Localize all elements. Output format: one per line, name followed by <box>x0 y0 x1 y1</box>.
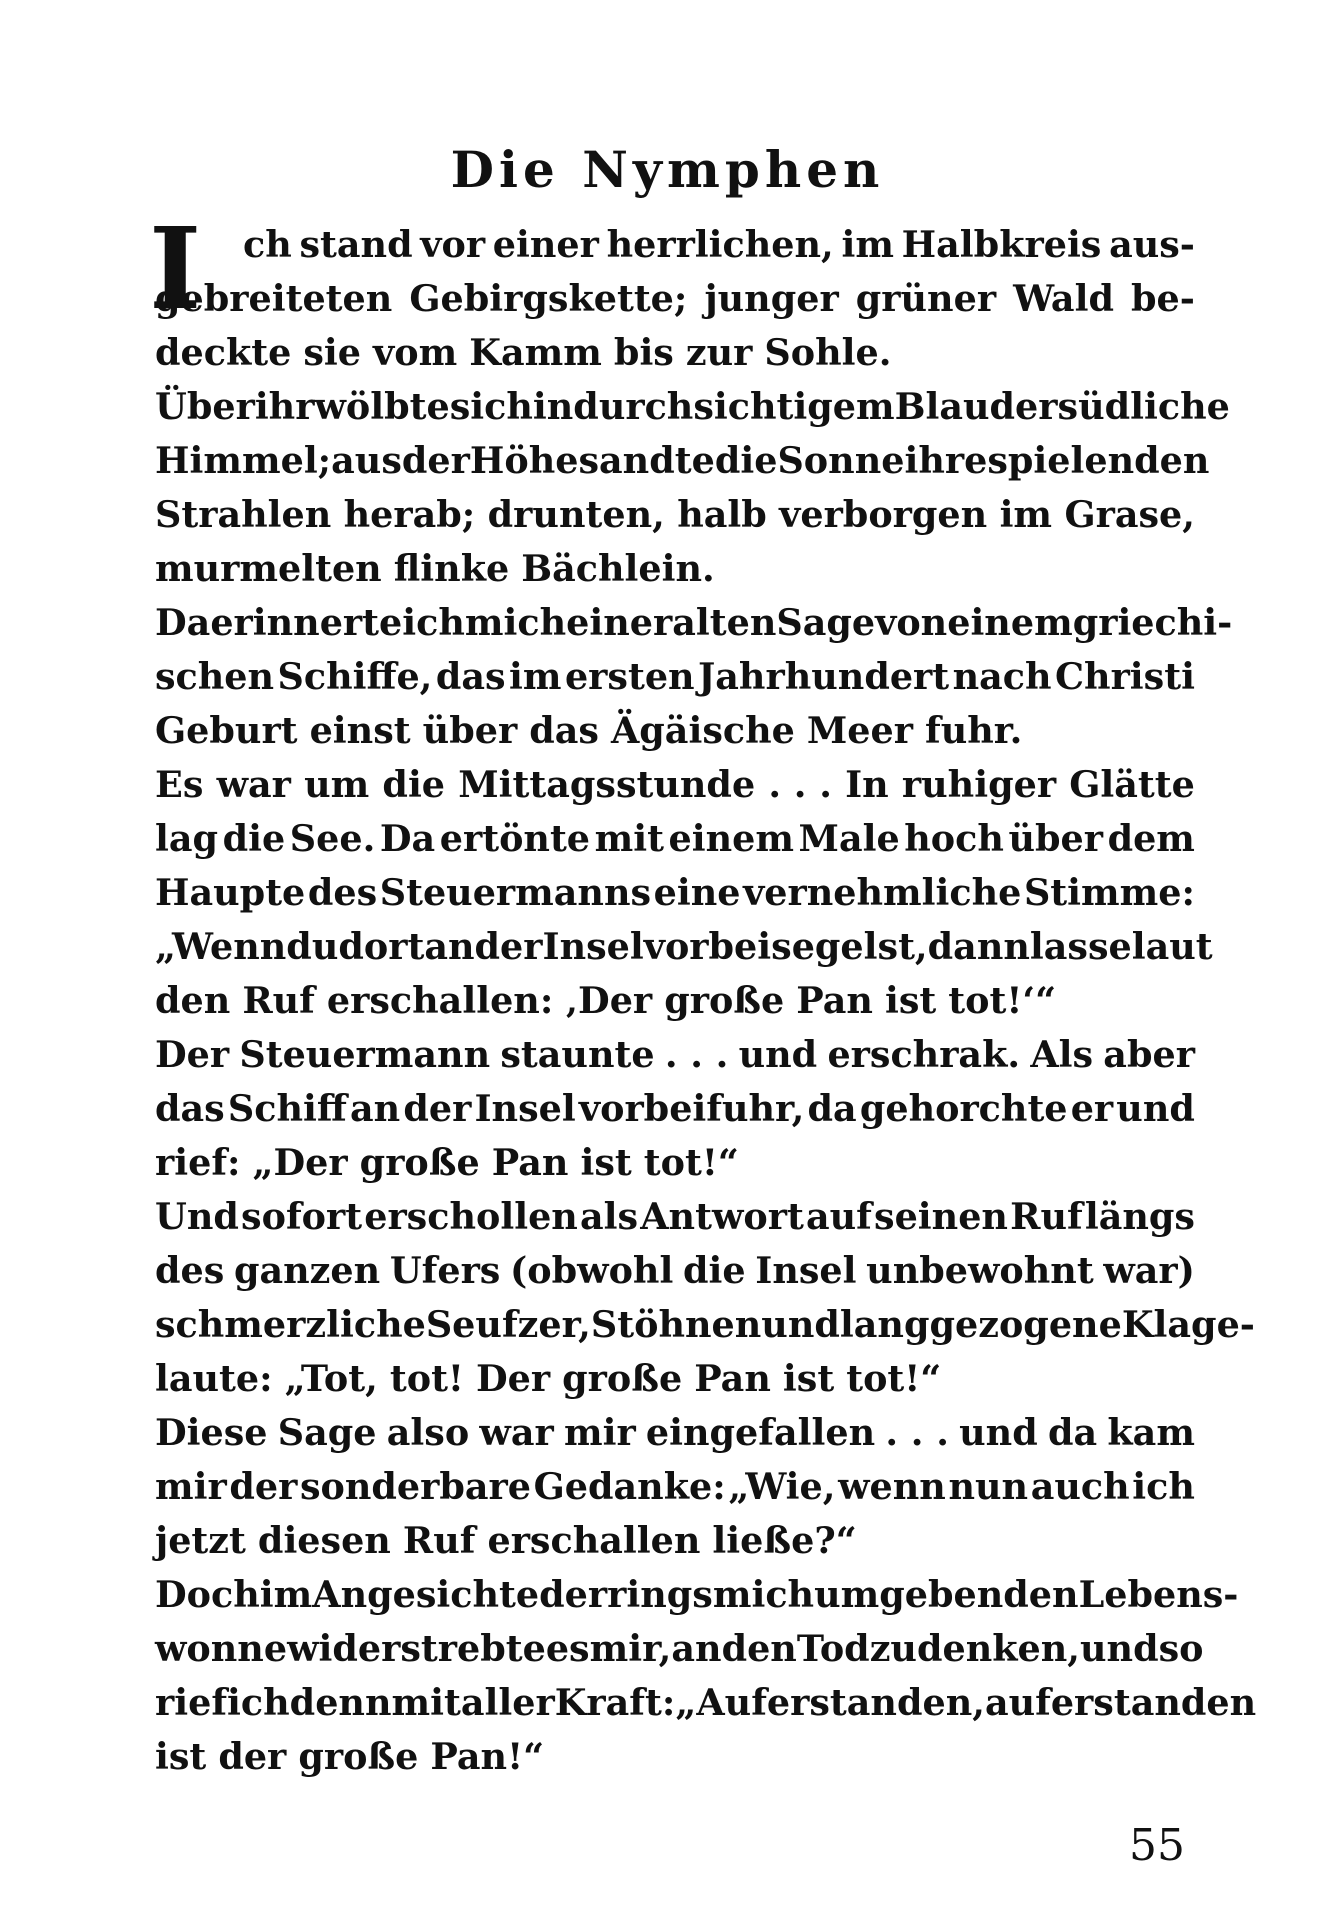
word: aller <box>460 1681 555 1724</box>
word: vor <box>420 223 486 266</box>
word: Glätte <box>1069 763 1195 806</box>
text-line <box>155 1676 1257 1730</box>
word: grüner <box>855 277 997 320</box>
word: Und <box>155 1195 239 1238</box>
word: ‚Der <box>565 979 653 1022</box>
word: vorbeifuhr, <box>578 1087 805 1130</box>
word: einem <box>668 817 794 860</box>
text-line <box>155 1730 1195 1784</box>
word: Blau <box>894 385 990 428</box>
text-line <box>155 488 1195 542</box>
word: Male <box>798 817 900 860</box>
text-line <box>155 1244 1195 1298</box>
word: Himmel; <box>155 439 332 482</box>
word: denn <box>289 1681 392 1724</box>
word: Lebens- <box>1078 1573 1239 1616</box>
word: Insel <box>474 1087 576 1130</box>
word: wenn <box>838 1465 946 1508</box>
word: die <box>714 439 778 482</box>
word: See. <box>289 817 376 860</box>
word: der <box>218 1735 287 1778</box>
word: jetzt <box>155 1519 246 1562</box>
word: Seufzer, <box>425 1303 591 1346</box>
word: Ruf <box>242 979 315 1022</box>
word: im <box>259 1573 313 1616</box>
word: ruhiger <box>901 763 1057 806</box>
word: der <box>229 1465 298 1508</box>
word: seinen <box>874 1195 1008 1238</box>
word: erschallen <box>487 1519 701 1562</box>
word: deckte <box>155 331 292 374</box>
word: einer <box>566 601 673 644</box>
word: den <box>155 979 231 1022</box>
word: große <box>562 1357 683 1400</box>
word: wölbte <box>314 385 450 428</box>
word: sich <box>449 385 533 428</box>
word: Der <box>475 1357 551 1400</box>
word: . . . <box>664 1033 729 1076</box>
word: Grase, <box>1064 493 1195 536</box>
text-line <box>155 326 1195 380</box>
word: in <box>532 385 574 428</box>
word: Kamm <box>469 331 602 374</box>
word: Mittagsstunde <box>458 763 756 806</box>
word: war) <box>1103 1249 1195 1292</box>
word: zu <box>869 1627 917 1670</box>
word: mit <box>594 817 664 860</box>
word: ihr <box>254 385 315 428</box>
word: Schiffe, <box>277 655 433 698</box>
word: von <box>875 601 948 644</box>
word: schmerzliche <box>155 1303 426 1346</box>
word: Geburt <box>155 709 298 752</box>
word: Jahrhundert <box>698 655 950 698</box>
word: Höhe <box>469 439 579 482</box>
word: Sage <box>277 1411 377 1454</box>
word: herrlichen, <box>606 223 834 266</box>
word: ist <box>884 979 937 1022</box>
word: mich <box>712 1573 815 1616</box>
word: südliche <box>1057 385 1230 428</box>
word: auferstanden <box>984 1681 1257 1724</box>
word: sie <box>303 331 362 374</box>
word: verborgen <box>779 493 988 536</box>
word: ich <box>402 601 465 644</box>
word: Ruf <box>402 1519 476 1562</box>
word: an <box>671 1627 722 1670</box>
word: ertönte <box>439 817 591 860</box>
word: und <box>761 1303 840 1346</box>
word: Pan <box>694 1357 771 1400</box>
word: ist <box>782 1357 835 1400</box>
word: zur <box>685 331 753 374</box>
text-line <box>155 1298 1255 1352</box>
word: es <box>545 1627 590 1670</box>
word: das <box>435 655 506 698</box>
word: eine <box>653 871 741 914</box>
word: rief: <box>155 1141 241 1184</box>
word: rief <box>155 1681 228 1724</box>
word: der <box>401 439 470 482</box>
word: im <box>841 223 894 266</box>
text-line <box>155 704 1195 758</box>
word: Meer <box>806 709 913 752</box>
word: mir, <box>589 1627 672 1670</box>
word: nun <box>948 1465 1029 1508</box>
word: über <box>422 709 518 752</box>
word: ließe?“ <box>712 1519 857 1562</box>
word: Antwort <box>640 1195 804 1238</box>
word: aus- <box>1109 223 1195 266</box>
word: griechi- <box>1072 601 1233 644</box>
word: und <box>1080 1627 1159 1670</box>
word: die <box>382 763 446 806</box>
word: tot!“ <box>846 1357 942 1400</box>
word: halb <box>677 493 767 536</box>
word: Strahlen <box>155 493 332 536</box>
word: erschollen <box>364 1195 578 1238</box>
drop-cap: I <box>149 204 202 335</box>
word: Christi <box>1054 655 1195 698</box>
word: tot! <box>389 1357 464 1400</box>
word: lasse <box>1029 925 1132 968</box>
word: mich <box>464 601 567 644</box>
word: vom <box>373 331 458 374</box>
word: Steuermanns <box>379 871 652 914</box>
text-line <box>155 758 1195 812</box>
text-line <box>155 434 1210 488</box>
text-line <box>155 1514 1195 1568</box>
word: des <box>155 1249 225 1292</box>
word: den <box>721 1627 797 1670</box>
word: laut <box>1131 925 1213 968</box>
word: eingefallen <box>645 1411 876 1454</box>
word: an <box>350 1087 401 1130</box>
word: da <box>1047 1411 1098 1454</box>
word: der <box>403 1087 472 1130</box>
word: dann <box>927 925 1030 968</box>
word: „Der <box>252 1141 348 1184</box>
word: kam <box>1107 1411 1195 1454</box>
word: durchsichtigem <box>573 385 895 428</box>
word: „Wie, <box>728 1465 836 1508</box>
word: der <box>539 1573 608 1616</box>
word: denken, <box>916 1627 1080 1670</box>
text-line <box>155 1028 1195 1082</box>
word: so <box>1158 1627 1204 1670</box>
body-text <box>149 204 1257 1784</box>
word: In <box>845 763 889 806</box>
text-line <box>155 380 1230 434</box>
text-line <box>155 218 1195 272</box>
word: Kraft: <box>554 1681 676 1724</box>
word: Sonne <box>777 439 905 482</box>
word: die <box>682 1249 746 1292</box>
word: spielenden <box>987 439 1210 482</box>
text-line <box>155 1460 1195 1514</box>
word: stand <box>299 223 413 266</box>
word: sonderbare <box>299 1465 531 1508</box>
word: Als <box>1030 1033 1094 1076</box>
word: große <box>298 1735 419 1778</box>
word: „Tot, <box>284 1357 378 1400</box>
word: ist <box>155 1735 207 1778</box>
word: der <box>474 925 543 968</box>
word: Ruf <box>1010 1195 1083 1238</box>
word: große <box>359 1141 480 1184</box>
word: Ägäische <box>610 709 795 752</box>
word: war <box>479 1411 554 1454</box>
word: das <box>529 709 599 752</box>
word: im <box>509 655 562 698</box>
word: mir <box>155 1465 227 1508</box>
text-line <box>155 866 1195 920</box>
word: der <box>989 385 1058 428</box>
word: also <box>386 1411 470 1454</box>
word: gebreiteten <box>155 277 393 320</box>
word: bis <box>613 331 674 374</box>
word: wonne <box>155 1627 288 1670</box>
word: „Auferstanden, <box>675 1681 985 1724</box>
word: langgezogene <box>839 1303 1122 1346</box>
word: Angesichte <box>312 1573 540 1616</box>
text-line <box>155 920 1213 974</box>
word: Der <box>155 1033 230 1076</box>
word: des <box>307 871 378 914</box>
word: . . . <box>768 763 832 806</box>
word: staunte <box>500 1033 655 1076</box>
word: Pan <box>796 979 873 1022</box>
word: aus <box>331 439 402 482</box>
word: flinke <box>393 547 510 590</box>
word: Pan <box>491 1141 569 1184</box>
word: . . . <box>885 1411 949 1454</box>
word: tot!‘“ <box>948 979 1057 1022</box>
text-line <box>155 650 1195 704</box>
word: nach <box>952 655 1052 698</box>
word: die <box>222 817 286 860</box>
word: unbewohnt <box>866 1249 1094 1292</box>
word: Insel <box>542 925 644 968</box>
word: mir <box>563 1411 636 1454</box>
word: Gebirgskette; <box>409 277 688 320</box>
word: (obwohl <box>510 1249 674 1292</box>
word: rings <box>607 1573 713 1616</box>
word: Sohle. <box>764 331 892 374</box>
word: Insel <box>755 1249 857 1292</box>
word: herab; <box>343 493 476 536</box>
word: ich <box>227 1681 290 1724</box>
word: lag <box>155 817 219 860</box>
word: Gedanke: <box>533 1465 726 1508</box>
word: „Wenn <box>155 925 287 968</box>
word: laute: <box>155 1357 273 1400</box>
word: Diese <box>155 1411 268 1454</box>
word: Ufers <box>389 1249 501 1292</box>
word: als <box>580 1195 639 1238</box>
word: murmelten <box>155 547 382 590</box>
word: gehorchte <box>859 1087 1068 1130</box>
word: du <box>286 925 339 968</box>
word: fuhr. <box>925 709 1023 752</box>
word: auch <box>1030 1465 1130 1508</box>
word: aber <box>1103 1033 1195 1076</box>
text-line <box>155 1190 1195 1244</box>
text-line <box>155 272 1195 326</box>
word: ist <box>580 1141 632 1184</box>
word: dort <box>338 925 425 968</box>
word: Stimme: <box>1023 871 1195 914</box>
chapter-title: Die Nymphen <box>450 140 885 199</box>
word: mit <box>391 1681 461 1724</box>
word: Pan!“ <box>430 1735 545 1778</box>
word: tot!“ <box>643 1141 739 1184</box>
word: vorbeisegelst, <box>643 925 928 968</box>
text-line <box>155 1136 1195 1190</box>
word: einer <box>492 223 599 266</box>
word: an <box>424 925 475 968</box>
word: im <box>999 493 1053 536</box>
word: Tod <box>796 1627 870 1670</box>
text-line <box>155 1622 1204 1676</box>
word: schen <box>155 655 275 698</box>
word: längs <box>1084 1195 1195 1238</box>
word: umgebenden <box>814 1573 1079 1616</box>
word: über <box>1008 817 1103 860</box>
text-line <box>155 1082 1195 1136</box>
word: da <box>807 1087 857 1130</box>
word: das <box>155 1087 225 1130</box>
text-line <box>155 596 1233 650</box>
word: Über <box>155 385 255 428</box>
word: sofort <box>241 1195 363 1238</box>
word: Doch <box>155 1573 260 1616</box>
word: erschallen: <box>326 979 554 1022</box>
word: war <box>216 763 291 806</box>
word: vernehmliche <box>743 871 1022 914</box>
word: ich <box>1132 1465 1195 1508</box>
word: diesen <box>257 1519 391 1562</box>
word: be- <box>1131 277 1195 320</box>
text-line <box>155 1406 1195 1460</box>
word: einst <box>309 709 411 752</box>
word: große <box>664 979 785 1022</box>
word: ihre <box>904 439 988 482</box>
word: Sage <box>776 601 876 644</box>
word: er <box>1070 1087 1114 1130</box>
word: um <box>304 763 370 806</box>
word: Wald <box>1013 277 1114 320</box>
word: drunten, <box>487 493 665 536</box>
word: einem <box>947 601 1073 644</box>
word: Es <box>155 763 204 806</box>
text-line <box>155 542 1195 596</box>
page-number: 55 <box>1129 1820 1185 1871</box>
text-line <box>155 1568 1239 1622</box>
word: Haupte <box>155 871 306 914</box>
word: Klage- <box>1121 1303 1255 1346</box>
word: und <box>1116 1087 1195 1130</box>
word: Da <box>155 601 211 644</box>
text-line <box>155 812 1195 866</box>
word: widerstrebte <box>287 1627 546 1670</box>
word: Bächlein. <box>521 547 715 590</box>
word: und <box>959 1411 1038 1454</box>
word: Stöhnen <box>590 1303 762 1346</box>
word: und <box>738 1033 818 1076</box>
word: ch <box>243 223 292 266</box>
word: Halbkreis <box>901 223 1102 266</box>
word: Steuermann <box>239 1033 491 1076</box>
text-line <box>155 1352 1195 1406</box>
text-line <box>155 974 1195 1028</box>
word: alten <box>672 601 777 644</box>
word: ersten <box>564 655 695 698</box>
word: hoch <box>904 817 1004 860</box>
word: Schiff <box>227 1087 347 1130</box>
word: sandte <box>578 439 715 482</box>
word: dem <box>1107 817 1195 860</box>
word: junger <box>704 277 839 320</box>
word: erinnerte <box>210 601 403 644</box>
word: erschrak. <box>827 1033 1021 1076</box>
word: auf <box>805 1195 872 1238</box>
word: ganzen <box>233 1249 381 1292</box>
word: Da <box>379 817 436 860</box>
